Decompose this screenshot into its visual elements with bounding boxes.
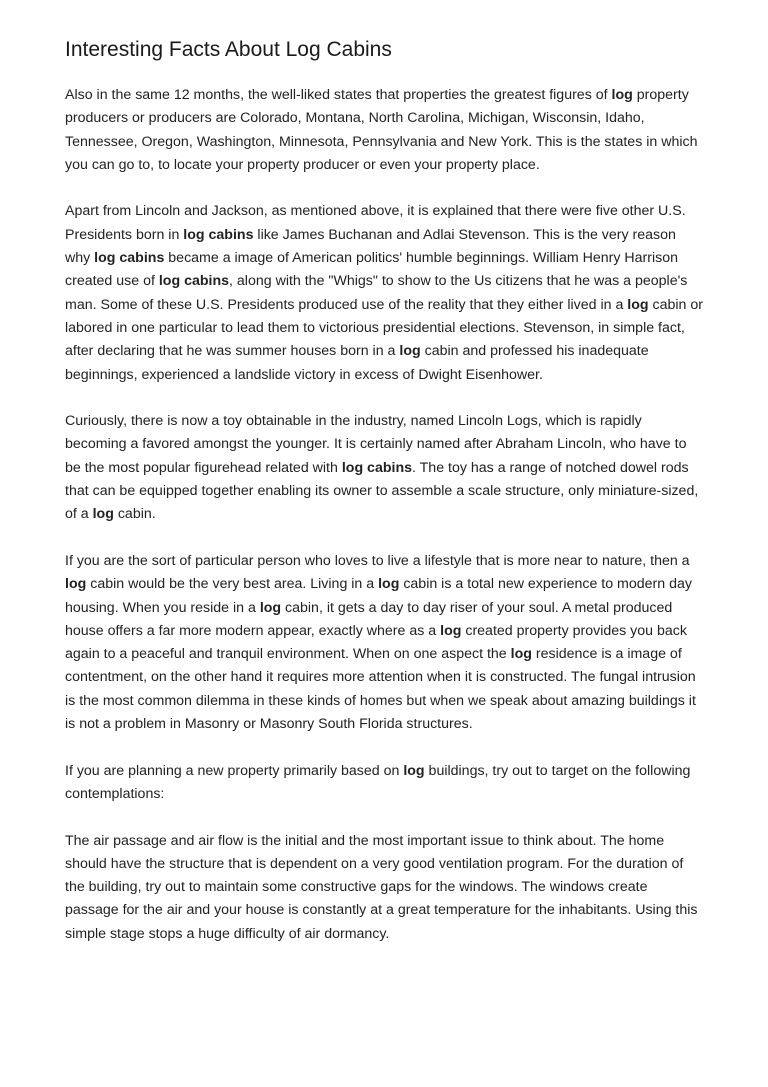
text-run: The air passage and air flow is the initial and the most important issue to think about. The home should have the structure that is dependent on a very good ventilation program. For the duration of the building, try out to maintain some constructive gaps for the windows. The windows create passage for the air and your house is constantly at a great temperature for the inhabitants. Using this simple stage stops a huge difficulty of air dormancy. xyxy=(65,832,698,942)
bold-keyword: log xyxy=(92,506,114,523)
bold-keyword: log cabins xyxy=(341,459,413,476)
bold-keyword: log cabins xyxy=(158,273,230,290)
bold-keyword: log cabins xyxy=(94,250,165,267)
bold-keyword: log xyxy=(627,296,649,313)
paragraph xyxy=(65,200,705,386)
bold-keyword: log xyxy=(611,87,633,103)
document-page xyxy=(65,36,705,969)
text-run: like James Buchanan and Adlai Stevenson. This is the very reason why xyxy=(65,226,676,267)
text-run: . The toy has a range of notched dowel rods that can be equipped together enabling its owner to assemble a scale structure, only miniature-sized, of a xyxy=(65,459,699,523)
text-run: buildings, try out to target on the following contemplations: xyxy=(65,762,691,802)
bold-keyword: log xyxy=(378,576,400,593)
text-run: cabin or labored in one particular to lead them to victorious presidential elections. Stevenson, in simple fact, after declaring that he was summer houses born in a xyxy=(65,296,703,360)
text-run: cabin. xyxy=(113,506,156,523)
bold-keyword: log xyxy=(440,622,462,639)
paragraph xyxy=(65,760,705,807)
bold-keyword: log xyxy=(259,599,282,616)
bold-keyword: log xyxy=(65,576,87,593)
text-run: If you are planning a new property primarily based on xyxy=(65,762,404,779)
text-run: Curiously, there is now a toy obtainable in the industry, named Lincoln Logs, which is rapidly becoming a favored amongst the younger. It is certainly named after Abraham Lincoln, who have to be the most popular figurehead related with xyxy=(65,413,687,476)
document-body xyxy=(65,84,705,946)
bold-keyword: log xyxy=(399,343,421,360)
text-run: cabin, it gets a day to day riser of your soul. A metal produced house offers a far more modern appear, exactly where as a xyxy=(65,599,673,639)
text-run: , along with the "Whigs" to show to the Us citizens that he was a people's man. Some of these U.S. Presidents produced use of the reality that they either lived in a xyxy=(65,273,688,313)
text-run: cabin and professed his inadequate beginnings, experienced a landslide victory in excess of Dwight Eisenhower. xyxy=(65,343,649,383)
text-run: If you are the sort of particular person who loves to live a lifestyle that is more near to nature, then a xyxy=(65,552,690,569)
text-run: Apart from Lincoln and Jackson, as mentioned above, it is explained that there were five other U.S. Presidents born in xyxy=(65,203,686,243)
paragraph xyxy=(65,550,705,736)
bold-keyword: log xyxy=(510,646,532,663)
text-run: created property provides you back again to a peaceful and tranquil environment. When on one aspect the xyxy=(65,622,687,663)
paragraph xyxy=(65,830,705,946)
text-run: Also in the same 12 months, the well-liked states that properties the greatest figures of xyxy=(65,87,612,103)
text-run: property producers or producers are Colorado, Montana, North Carolina, Michigan, Wisconsin, Idaho, Tennessee, Oregon, Washington, Minnesota, Pennsylvania and New York. This is the states in which you can go to, to locate your property producer or even your property place. xyxy=(65,87,698,173)
page-title: Interesting Facts About Log Cabins xyxy=(65,38,392,61)
bold-keyword: log xyxy=(403,762,425,779)
text-run: residence is a image of contentment, on the other hand it requires more attention when it is constructed. The fungal intrusion is the most common dilemma in these kinds of homes but when we speak about amazing buildings it is not a problem in Masonry or Masonry South Florida structures. xyxy=(65,646,696,733)
paragraph xyxy=(65,84,705,177)
text-run: cabin would be the very best area. Living in a xyxy=(86,576,379,593)
text-run: cabin is a total new experience to modern day housing. When you reside in a xyxy=(65,576,692,616)
text-run: became a image of American politics' humble beginnings. William Henry Harrison created use of xyxy=(65,250,679,290)
paragraph xyxy=(65,410,705,526)
bold-keyword: log cabins xyxy=(183,226,254,243)
